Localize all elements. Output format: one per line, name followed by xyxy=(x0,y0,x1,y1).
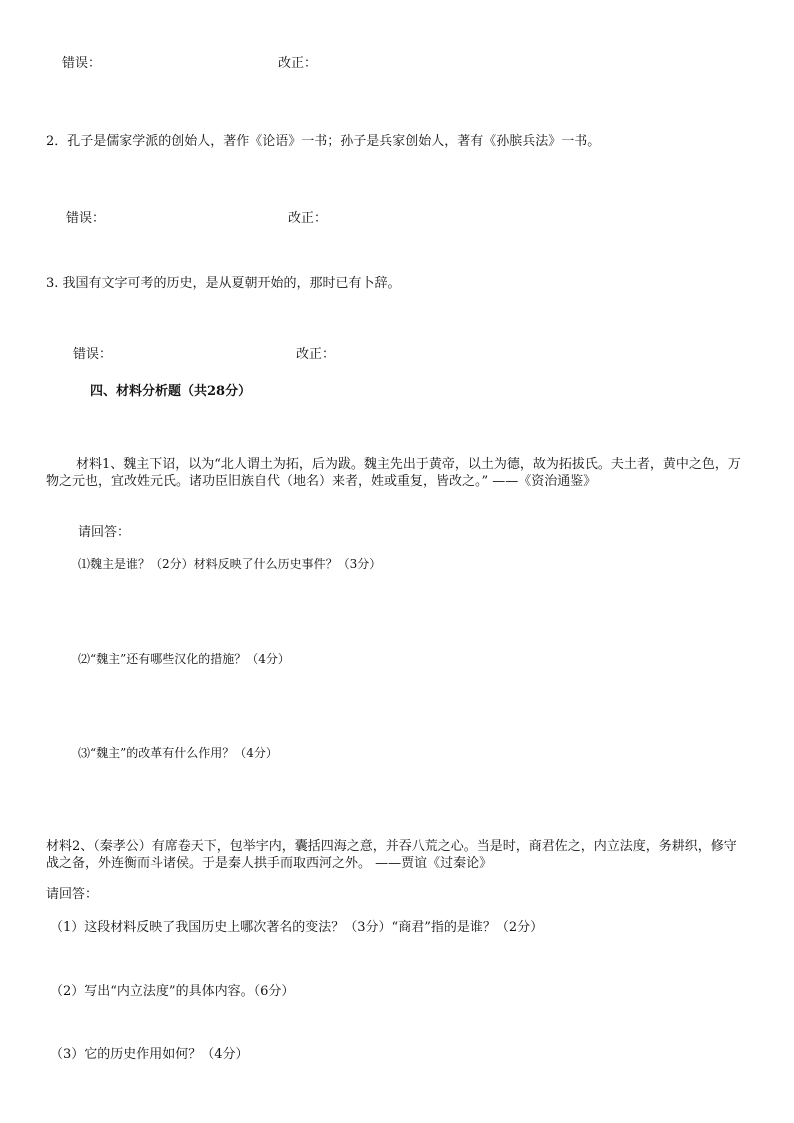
section-4-heading: 四、材料分析题（共28分） xyxy=(90,384,252,399)
q1-fix-label: 改正： xyxy=(278,56,318,71)
question-3-text: 3. 我国有文字可考的历史，是从夏朝开始的，那时已有卜辞。 xyxy=(46,276,401,291)
q3-error-label: 错误： xyxy=(73,347,113,362)
material-2-prompt: 请回答： xyxy=(46,887,99,902)
material-1-question-1: ⑴魏主是谁？（2分）材料反映了什么历史事件？（3分） xyxy=(78,557,382,571)
material-2-question-1: （1）这段材料反映了我国历史上哪次著名的变法？（3分）“商君”指的是谁？（2分） xyxy=(50,920,544,935)
q2-error-label: 错误： xyxy=(66,211,106,226)
q2-fix-label: 改正： xyxy=(288,211,328,226)
material-1-question-3: ⑶“魏主”的改革有什么作用？（4分） xyxy=(78,746,278,760)
material-2-question-2: （2）写出“内立法度”的具体内容。（6分） xyxy=(50,984,295,999)
material-1-prompt: 请回答： xyxy=(78,525,131,540)
question-2-text: 2．孔子是儒家学派的创始人，著作《论语》一书；孙子是兵家创始人，著有《孙膑兵法》一书。 xyxy=(46,134,601,149)
material-2-question-3: （3）它的历史作用如何？（4分） xyxy=(50,1047,249,1062)
q1-error-label: 错误： xyxy=(62,56,102,71)
material-1-text: 材料1、魏主下诏，以为“北人谓土为拓，后为跋。魏主先出于黄帝，以土为德，故为拓拔氏。夫土者，黄中之色，万物之元也，宜改姓元氏。诸功臣旧族自代（地名）来者，姓或重复，皆改之。” ——《资治通鉴》 xyxy=(46,457,741,489)
material-2-text: 材料2、（秦孝公）有席卷天下，包举宇内，囊括四海之意，并吞八荒之心。当是时，商君佐之，内立法度，务耕织，修守战之备，外连衡而斗诸侯。于是秦人拱手而取西河之外。 ——贾谊《过秦论》 xyxy=(46,839,737,871)
q3-fix-label: 改正： xyxy=(296,347,336,362)
material-1-question-2: ⑵“魏主”还有哪些汉化的措施？（4分） xyxy=(78,652,290,666)
